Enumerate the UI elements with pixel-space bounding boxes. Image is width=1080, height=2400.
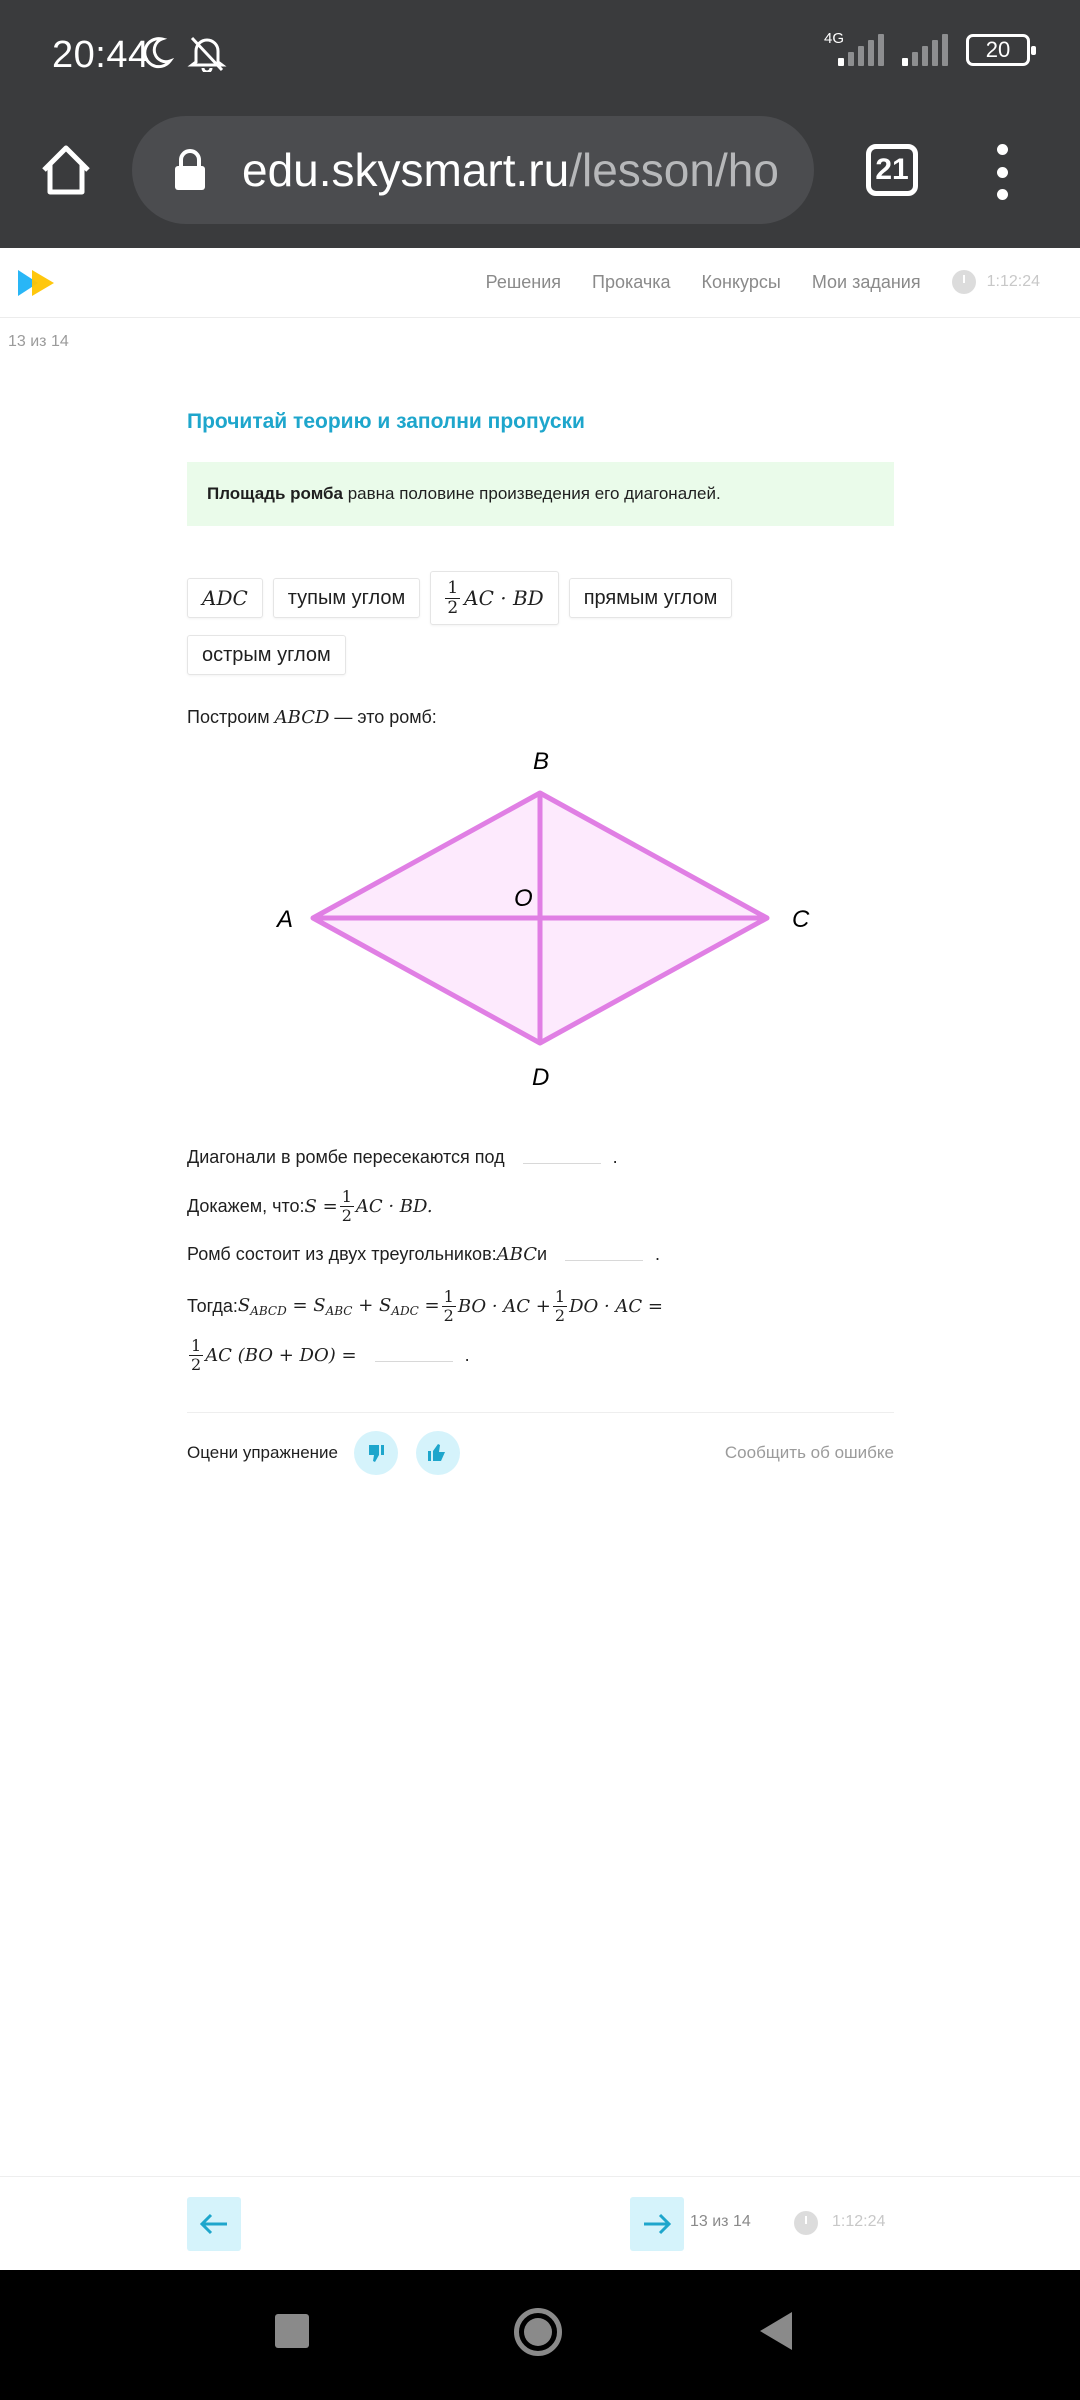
nav-solutions[interactable]: Решения	[485, 271, 562, 292]
line2-formula-left: S =	[304, 1195, 338, 1217]
label-b: B	[533, 748, 550, 775]
bell-off-icon	[186, 34, 228, 72]
browser-toolbar	[0, 110, 1080, 248]
chip-formula[interactable]	[430, 571, 558, 625]
frac-num: 1	[341, 1186, 352, 1206]
main-nav	[486, 270, 1040, 294]
clock-icon	[794, 2211, 818, 2235]
frac-den: 2	[443, 1305, 454, 1325]
home-circle-icon[interactable]	[514, 2308, 562, 2356]
status-time: 20:44	[52, 34, 150, 76]
rating-label: Оцени упражнение	[187, 1443, 338, 1462]
tab-switcher-button[interactable]: 21	[866, 144, 918, 196]
arrow-right-icon	[642, 2212, 672, 2236]
frac-num: 1	[443, 1286, 454, 1306]
url-path: /lesson/ho	[569, 144, 779, 196]
formula-text: AC · BD	[464, 586, 544, 610]
logo-icon[interactable]	[16, 268, 56, 298]
bottom-progress: 13 из 14	[690, 2213, 751, 2230]
proof-line-4	[187, 1280, 894, 1332]
recents-icon[interactable]	[275, 2314, 309, 2348]
build-figure: ABCD	[274, 707, 330, 728]
rhombus-diagram	[187, 735, 894, 1100]
proof-line-1	[187, 1140, 894, 1174]
answer-chips	[187, 578, 894, 675]
label-a: A	[277, 906, 294, 933]
nav-contests[interactable]: Конкурсы	[701, 271, 781, 292]
s-abcd-eq: $S_{ABCD} = S_{ABC} + S_{ADC}$ =	[237, 1294, 440, 1318]
prev-button[interactable]	[187, 2197, 241, 2251]
theory-text: равна половине произведения его диагоналей.	[343, 484, 721, 503]
back-icon[interactable]	[760, 2312, 792, 2350]
fraction-numerator: 1	[447, 577, 459, 598]
moon-icon	[138, 35, 174, 71]
frac-den: 2	[191, 1354, 202, 1374]
progress-counter: 13 из 14	[8, 333, 69, 350]
task-content	[187, 410, 894, 728]
blank-input-2[interactable]	[565, 1247, 643, 1261]
build-text	[187, 707, 894, 728]
line3-prefix: Ромб состоит из двух треугольников:	[187, 1243, 497, 1264]
label-d: D	[532, 1064, 550, 1091]
battery-icon	[966, 34, 1030, 66]
dislike-button[interactable]	[354, 1431, 398, 1475]
half-fraction	[442, 1288, 456, 1325]
proof-lines	[187, 1140, 894, 1378]
line4-term1: BO · AC +	[457, 1295, 551, 1317]
nav-boost[interactable]: Прокачка	[592, 271, 671, 292]
clock-icon	[952, 270, 976, 294]
period: .	[464, 1344, 470, 1365]
site-header	[0, 248, 1080, 318]
build-suffix: — это ромб:	[329, 707, 437, 727]
proof-line-2	[187, 1178, 894, 1234]
line4-term2: DO · AC =	[569, 1295, 663, 1317]
label-o: O	[514, 885, 533, 912]
url-domain: edu.skysmart.ru	[242, 144, 570, 196]
thumbs-down-icon	[365, 1442, 387, 1464]
frac-num: 1	[191, 1335, 202, 1355]
blank-input-3[interactable]	[375, 1348, 453, 1362]
url-text	[242, 143, 779, 197]
battery-level: 20	[985, 37, 1011, 62]
half-fraction	[340, 1188, 354, 1225]
frac-den: 2	[554, 1305, 566, 1325]
half-fraction	[189, 1337, 203, 1374]
nav-my-tasks[interactable]: Мои задания	[811, 271, 921, 292]
line2-formula-right: AC · BD.	[355, 1195, 433, 1217]
chip-adc[interactable]: ADC	[187, 578, 263, 618]
signal-icon-2	[902, 34, 948, 66]
blank-input-1[interactable]	[523, 1150, 601, 1164]
theory-box	[187, 462, 894, 526]
chip-obtuse[interactable]: тупым углом	[273, 578, 421, 618]
network-type: 4G	[824, 30, 845, 47]
task-title: Прочитай теорию и заполни пропуски	[187, 410, 585, 433]
thumbs-up-icon	[427, 1442, 449, 1464]
bottom-timer: 1:12:24	[832, 2213, 886, 2230]
signal-icon	[824, 30, 884, 66]
chip-acute[interactable]: острым углом	[187, 635, 346, 675]
label-c: C	[792, 906, 810, 933]
status-bar	[0, 0, 1080, 110]
line3-and: и	[536, 1243, 548, 1264]
frac-den: 2	[341, 1205, 352, 1225]
build-prefix: Построим	[187, 707, 275, 727]
address-bar[interactable]	[132, 116, 814, 224]
line5-formula: AC (BO + DO) =	[205, 1344, 357, 1366]
chip-right-angle[interactable]: прямым углом	[569, 578, 733, 618]
fraction-denominator: 2	[447, 597, 459, 618]
rating-row	[187, 1428, 894, 1478]
system-nav-bar	[0, 2270, 1080, 2400]
line4-prefix: Тогда:	[187, 1295, 238, 1316]
menu-icon[interactable]	[992, 144, 1012, 200]
lock-icon	[172, 148, 208, 192]
theory-bold: Площадь ромба	[207, 484, 343, 503]
divider	[187, 1412, 894, 1413]
like-button[interactable]	[416, 1431, 460, 1475]
line1-text: Диагонали в ромбе пересекаются под	[187, 1146, 505, 1167]
home-icon[interactable]	[36, 140, 96, 200]
arrow-left-icon	[199, 2212, 229, 2236]
proof-line-5	[187, 1332, 894, 1378]
header-timer: 1:12:24	[986, 273, 1040, 290]
report-error-link[interactable]: Сообщить об ошибке	[724, 1443, 894, 1462]
period: .	[655, 1243, 661, 1264]
line3-abc: ABC	[496, 1243, 537, 1265]
frac-num: 1	[554, 1286, 566, 1306]
lesson-nav-bar	[0, 2176, 1080, 2270]
period: .	[612, 1146, 618, 1167]
line2-prefix: Докажем, что:	[187, 1195, 305, 1216]
proof-line-3	[187, 1234, 894, 1274]
next-button[interactable]	[630, 2197, 684, 2251]
half-fraction	[553, 1288, 567, 1325]
